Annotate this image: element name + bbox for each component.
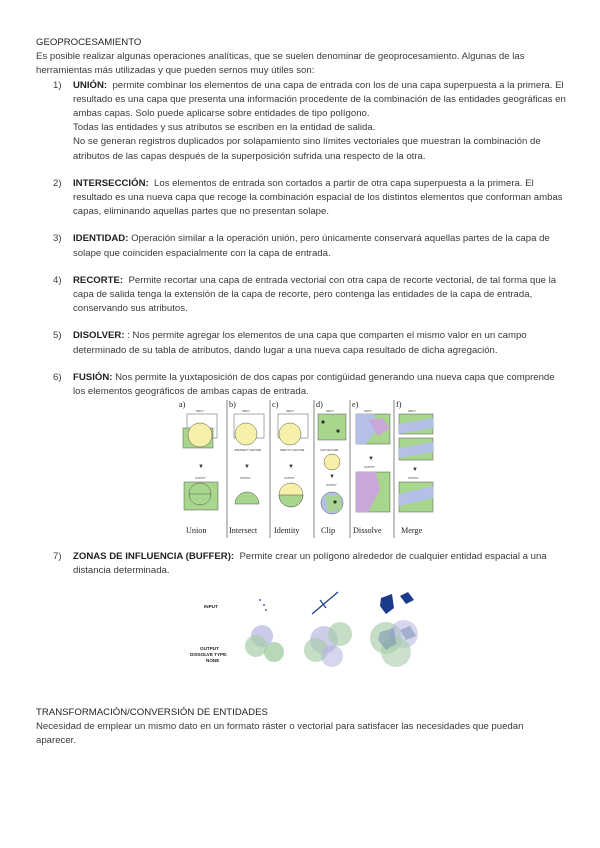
input-label: INPUT (364, 410, 372, 413)
dissolve-type-value: NONE (206, 658, 220, 663)
caption-clip: Clip (321, 526, 336, 535)
section-text: Necesidad de emplear un mismo dato en un formato ráster o vectorial para satisfacer las necesidades que puedan aparecer. (36, 721, 524, 747)
panel-letter: f) (396, 400, 402, 409)
item-term: INTERSECCIÓN: (73, 177, 149, 189)
item-number: 5) (53, 330, 62, 342)
item-term: FUSIÓN: (73, 371, 113, 383)
output-label: OUTPUT (240, 477, 251, 480)
item-term: RECORTE: (73, 274, 124, 286)
output-label: OUTPUT (326, 484, 337, 487)
item-term: IDENTIDAD: (73, 233, 129, 245)
caption-merge: Merge (401, 526, 423, 535)
panel-letter: e) (352, 400, 359, 409)
item-term: DISOLVER: (73, 330, 125, 342)
svg-text:▼: ▼ (288, 464, 294, 470)
svg-text:▼: ▼ (412, 467, 418, 473)
panel-letter: a) (179, 400, 186, 409)
item-text: : Nos permite agregar los elementos de una capa que comparten el mismo valor en un campo determinado de su tabla de atributos, dando lugar a una nueva capa resultado de dicha agregación. (73, 330, 527, 356)
input-label: INPUT (242, 410, 250, 413)
list-item-merge (36, 371, 566, 399)
item-term: UNIÓN: (73, 79, 108, 91)
geoprocessing-section (36, 36, 566, 399)
list-item-buffer (36, 550, 566, 578)
list-item-identity (36, 232, 566, 260)
feature-label: IDENTITY FEATURE (280, 449, 305, 452)
panel-letter: d) (316, 400, 323, 409)
item-number: 6) (53, 371, 62, 383)
item-number: 1) (53, 79, 62, 91)
overlay-operations-figure (178, 398, 438, 538)
operations-list (36, 79, 566, 400)
section-title: TRANSFORMACIÓN/CONVERSIÓN DE ENTIDADES (36, 707, 268, 718)
input-label: INPUT (326, 410, 334, 413)
feature-label: CLIP FEATURE (320, 449, 339, 452)
output-label: OUTPUT (408, 477, 419, 480)
svg-text:▼: ▼ (329, 474, 335, 480)
input-label: INPUT (408, 410, 416, 413)
list-item-intersection (36, 177, 566, 220)
item-text: Nos permite la yuxtaposición de dos capas por contigüidad generando una nueva capa que comprende los elementos geográficos de ambas capas de entrada. (73, 371, 555, 398)
item-number: 2) (53, 177, 62, 189)
operations-list-continued (36, 550, 566, 578)
item-number: 7) (53, 551, 62, 562)
input-label: INPUT (196, 410, 204, 413)
item-text-extra: Todas las entidades y sus atributos se escriben en la entidad de salida. (73, 122, 376, 134)
caption-identity: Identity (274, 526, 300, 535)
transformation-section (36, 706, 566, 749)
item-number: 3) (53, 233, 62, 245)
caption-dissolve: Dissolve (353, 526, 382, 535)
caption-union: Union (186, 526, 207, 535)
item-text: Operación similar a la operación unión, pero únicamente conservará aquellas partes de la capa de solape que coinciden espacialmente con la capa de entrada. (73, 233, 550, 259)
buffer-figure (190, 588, 434, 682)
input-label: INPUT (286, 410, 294, 413)
input-label: INPUT (204, 604, 218, 609)
item-term: ZONAS DE INFLUENCIA (BUFFER): (73, 551, 235, 562)
item-text-extra: No se generan registros duplicados por solapamiento sino límites vectoriales que muestran la combinación de atributos de las capas después de la superposición sufrida una respecto de la otra. (73, 136, 541, 162)
feature-label: INTERSECT FEATURE (234, 449, 262, 452)
panel-letter: b) (229, 400, 236, 409)
output-label: OUTPUT (195, 477, 206, 480)
section-intro: Es posible realizar algunas operaciones analíticas, que se suelen denominar de geoprocesamiento. Algunas de las herramientas más utilizadas y que pueden sernos muy útiles son: (36, 51, 525, 77)
buffer-item-block (36, 550, 566, 578)
item-text: permite combinar los elementos de una capa de entrada con los de una capa superpuesta a la primera. El resultado es una capa que presenta una información procedente de la combinación de las entidades geográficas en ambas capas. Solo puede aplicarse sobre entidades de tipo polígono. (73, 79, 566, 120)
item-number: 4) (53, 274, 62, 286)
output-label: OUTPUT (284, 477, 295, 480)
dissolve-type-label: DISSOLVE TYPE: (190, 652, 228, 657)
output-label: OUTPUT (364, 466, 375, 469)
output-label: OUTPUT (200, 646, 219, 651)
item-text: Permite recortar una capa de entrada vectorial con otra capa de recorte vectorial, de tal forma que la capa de salida tenga la extensión de la capa de recorte, pero contenga las entidades de la capa de entrada, conservando sus atributos. (73, 274, 557, 315)
section-title: GEOPROCESAMIENTO (36, 37, 142, 48)
list-item-clip (36, 274, 566, 317)
list-item-dissolve (36, 329, 566, 357)
svg-text:▼: ▼ (244, 464, 250, 470)
caption-intersect: Intersect (229, 526, 258, 535)
item-text: Los elementos de entrada son cortados a partir de otra capa superpuesta a la primera. El resultado es una nueva capa que recoge la combinación espacial de los distintos elementos que conforman ambas capas, eliminando aquellas partes que no presentan solape. (73, 177, 563, 218)
svg-text:▼: ▼ (368, 456, 374, 462)
item-text: Permite crear un polígono alrededor de cualquier entidad espacial a una distancia determinada. (73, 551, 547, 577)
svg-text:▼: ▼ (198, 464, 204, 470)
list-item-union (36, 79, 566, 164)
panel-letter: c) (272, 400, 279, 409)
